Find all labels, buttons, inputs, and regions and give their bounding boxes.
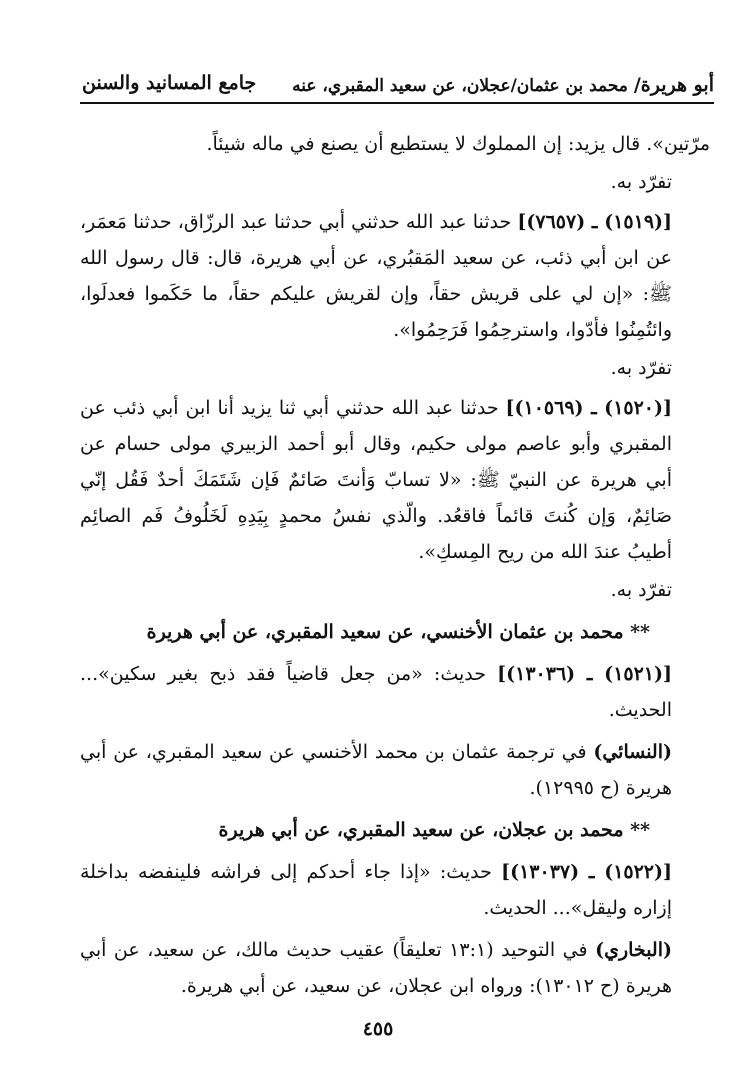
hadith-text: حديث: «من جعل قاضياً فقد ذبح بغير سكين»... الحديث. (80, 663, 672, 721)
source-name: (النسائي) (593, 741, 672, 763)
header-narrator: أبو هريرة/ (633, 74, 714, 96)
hadith-text: حدثنا عبد الله حدثني أبي ثنا يزيد أنا ابن أبي ذئب عن المقبري وأبو عاصم مولى حكيم، وقال أبو أحمد الزبيري مولى حسام عن أبي هريرة عن النبيّ ﷺ: «لا تسابّ وَأنتَ صَائمٌ فَإن شَتَمَكَ أحدٌ فَقُل إنّي صَائِمٌ، وَإن كُنتَ قائماً فاقعُد. والّذي نفسُ محمدٍ بِيَدِهِ لَخَلُوفُ فَم الصائِم أطيبُ عندَ الله من ريح المِسكِ». (80, 397, 672, 563)
hadith-number: [(١٥٢١) ـ (١٣٠٣٦)] (497, 663, 672, 685)
source-text: في ترجمة عثمان بن محمد الأخنسي عن سعيد المقبري، عن أبي هريرة (ح ١٢٩٩٥). (80, 741, 672, 799)
hadith-text: حديث: «إذا جاء أحدكم إلى فراشه فلينفضه بداخلة إزاره وليقل»... الحديث. (80, 861, 672, 919)
hadith-number: [(١٥١٩) ـ (٧٦٥٧)] (517, 211, 673, 233)
section-heading-akhnasi: ** محمد بن عثمان الأخنسي، عن سعيد المقبري، عن أبي هريرة (146, 621, 650, 643)
running-header (80, 62, 714, 104)
note-tafarrada: تفرّد به. (610, 171, 672, 193)
hadith-text: حدثنا عبد الله حدثني أبي حدثنا عبد الرزّاق، حدثنا مَعمَر، عن ابن أبي ذئب، عن سعيد المَقبُري، عن أبي هريرة، قال: قال رسول الله ﷺ: «إن لي على قريش حقاً، وإن لقريش عليكم حقاً، ما حَكَموا فعدلَوا، وائتُمِنُوا فأدّوا، واسترحِمُوا فَرَحِمُوا». (80, 211, 672, 341)
hadith-1520 (80, 390, 710, 570)
hadith-number: [(١٥٢٢) ـ (١٣٠٣٧)] (501, 861, 672, 883)
header-book-title: جامع المسانيد والسنن (82, 72, 257, 94)
source-nasai (80, 734, 710, 806)
header-chapter-path (292, 74, 714, 96)
page-number: ٤٥٥ (362, 1018, 394, 1040)
note-tafarrada: تفرّد به. (610, 579, 672, 601)
hadith-1522 (80, 854, 710, 926)
paragraph-continuation: مرّتين». قال يزيد: إن المملوك لا يستطيع أن يصنع في ماله شيئاً. (206, 133, 710, 155)
header-chain: محمد بن عثمان/عجلان، عن سعيد المقبري، عنه (292, 76, 634, 96)
hadith-number: [(١٥٢٠) ـ (١٠٥٦٩)] (505, 397, 672, 419)
note-tafarrada: تفرّد به. (610, 357, 672, 379)
page-body (80, 126, 710, 1004)
hadith-1519 (80, 204, 710, 348)
hadith-1521 (80, 656, 710, 728)
source-bukhari (80, 932, 710, 1004)
section-heading-ajlan: ** محمد بن عجلان، عن سعيد المقبري، عن أبي هريرة (218, 819, 650, 841)
source-name: (البخاري) (595, 939, 672, 961)
source-text: في التوحيد (١٣:١ تعليقاً) عقيب حديث مالك، عن سعيد، عن أبي هريرة (ح ١٣٠١٢): ورواه ابن عجلان، عن سعيد، عن أبي هريرة. (80, 939, 672, 997)
